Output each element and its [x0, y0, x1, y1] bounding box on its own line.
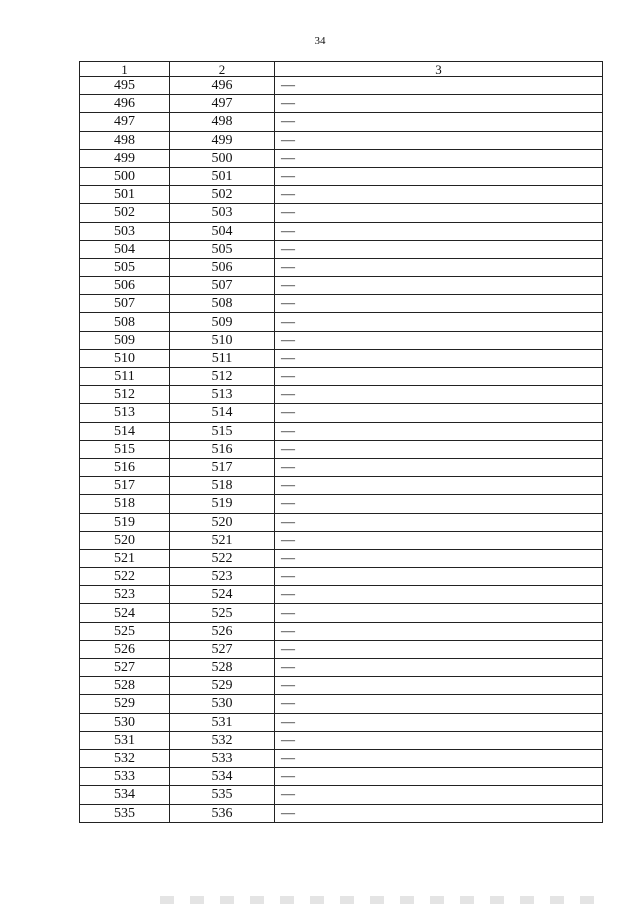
- table-row: [80, 386, 603, 404]
- table-cell-col-1: 520: [80, 531, 170, 549]
- table-row: [80, 586, 603, 604]
- table-row: [80, 677, 603, 695]
- table-cell-col-1: 503: [80, 222, 170, 240]
- table-row: [80, 713, 603, 731]
- table-row: [80, 458, 603, 476]
- table-cell-col-2: 535: [170, 786, 275, 804]
- table-cell-col-2: 532: [170, 731, 275, 749]
- table-cell-col-3: —: [275, 586, 603, 604]
- table-row: [80, 786, 603, 804]
- table-row: [80, 349, 603, 367]
- table-cell-col-2: 510: [170, 331, 275, 349]
- table-cell-col-1: 534: [80, 786, 170, 804]
- table-cell-col-3: —: [275, 204, 603, 222]
- table-cell-col-1: 499: [80, 149, 170, 167]
- table-cell-col-2: 519: [170, 495, 275, 513]
- table-cell-col-3: —: [275, 186, 603, 204]
- table-cell-col-3: —: [275, 640, 603, 658]
- table-row: [80, 240, 603, 258]
- table-cell-col-2: 524: [170, 586, 275, 604]
- table-cell-col-1: 523: [80, 586, 170, 604]
- table-row: [80, 749, 603, 767]
- table-cell-col-3: —: [275, 222, 603, 240]
- table-row: [80, 768, 603, 786]
- table-row: [80, 531, 603, 549]
- table-cell-col-3: —: [275, 495, 603, 513]
- table-cell-col-3: —: [275, 313, 603, 331]
- table-cell-col-3: —: [275, 240, 603, 258]
- table-cell-col-1: 511: [80, 368, 170, 386]
- table-cell-col-2: 512: [170, 368, 275, 386]
- table-cell-col-3: —: [275, 604, 603, 622]
- table-cell-col-1: 507: [80, 295, 170, 313]
- table-cell-col-1: 531: [80, 731, 170, 749]
- table-cell-col-2: 528: [170, 659, 275, 677]
- table-cell-col-1: 510: [80, 349, 170, 367]
- table-row: [80, 549, 603, 567]
- table-cell-col-1: 515: [80, 440, 170, 458]
- table-row: [80, 568, 603, 586]
- table-cell-col-3: —: [275, 549, 603, 567]
- table-cell-col-1: 516: [80, 458, 170, 476]
- table-cell-col-1: 527: [80, 659, 170, 677]
- table-cell-col-2: 500: [170, 149, 275, 167]
- table-cell-col-1: 533: [80, 768, 170, 786]
- table-cell-col-1: 528: [80, 677, 170, 695]
- table-row: [80, 477, 603, 495]
- table-row: [80, 149, 603, 167]
- table-cell-col-2: 502: [170, 186, 275, 204]
- table-cell-col-2: 516: [170, 440, 275, 458]
- table-cell-col-1: 521: [80, 549, 170, 567]
- table-cell-col-3: —: [275, 349, 603, 367]
- table-row: [80, 186, 603, 204]
- table-body: [80, 77, 603, 823]
- data-table: [79, 61, 603, 823]
- table-cell-col-3: —: [275, 131, 603, 149]
- table-cell-col-2: 506: [170, 258, 275, 276]
- column-header-3: 3: [275, 62, 603, 77]
- table-cell-col-1: 502: [80, 204, 170, 222]
- table-row: [80, 167, 603, 185]
- table-row: [80, 440, 603, 458]
- table-cell-col-1: 514: [80, 422, 170, 440]
- table-cell-col-1: 497: [80, 113, 170, 131]
- table-cell-col-1: 508: [80, 313, 170, 331]
- table-cell-col-3: —: [275, 458, 603, 476]
- table-row: [80, 422, 603, 440]
- table-cell-col-2: 515: [170, 422, 275, 440]
- table-cell-col-1: 501: [80, 186, 170, 204]
- table-cell-col-2: 529: [170, 677, 275, 695]
- table-cell-col-2: 498: [170, 113, 275, 131]
- footer-scan-artifact: [160, 896, 610, 904]
- table-cell-col-3: —: [275, 331, 603, 349]
- table-cell-col-3: —: [275, 713, 603, 731]
- table-cell-col-3: —: [275, 422, 603, 440]
- table-cell-col-3: —: [275, 386, 603, 404]
- page-number: 34: [314, 35, 326, 47]
- table-cell-col-2: 522: [170, 549, 275, 567]
- table-cell-col-1: 517: [80, 477, 170, 495]
- table-cell-col-3: —: [275, 786, 603, 804]
- table-cell-col-1: 504: [80, 240, 170, 258]
- table-cell-col-2: 497: [170, 95, 275, 113]
- table-cell-col-3: —: [275, 440, 603, 458]
- table-cell-col-3: —: [275, 295, 603, 313]
- table-cell-col-1: 524: [80, 604, 170, 622]
- table-cell-col-3: —: [275, 95, 603, 113]
- table-cell-col-2: 520: [170, 513, 275, 531]
- table-cell-col-2: 523: [170, 568, 275, 586]
- table-cell-col-1: 522: [80, 568, 170, 586]
- column-header-2: 2: [170, 62, 275, 77]
- table-cell-col-3: —: [275, 731, 603, 749]
- table-cell-col-2: 513: [170, 386, 275, 404]
- column-header-1: 1: [80, 62, 170, 77]
- table-cell-col-3: —: [275, 258, 603, 276]
- table-cell-col-2: 509: [170, 313, 275, 331]
- table-cell-col-3: —: [275, 368, 603, 386]
- table-cell-col-2: 533: [170, 749, 275, 767]
- table-cell-col-1: 495: [80, 77, 170, 95]
- table-cell-col-3: —: [275, 768, 603, 786]
- table-cell-col-3: —: [275, 804, 603, 822]
- table-cell-col-2: 496: [170, 77, 275, 95]
- table-cell-col-1: 525: [80, 622, 170, 640]
- table-cell-col-1: 532: [80, 749, 170, 767]
- table-row: [80, 277, 603, 295]
- table-cell-col-3: —: [275, 531, 603, 549]
- table-cell-col-3: —: [275, 695, 603, 713]
- table-row: [80, 368, 603, 386]
- table-cell-col-2: 507: [170, 277, 275, 295]
- table-cell-col-3: —: [275, 277, 603, 295]
- table-row: [80, 313, 603, 331]
- table-row: [80, 622, 603, 640]
- table-row: [80, 513, 603, 531]
- table-cell-col-1: 535: [80, 804, 170, 822]
- table-cell-col-1: 530: [80, 713, 170, 731]
- table-cell-col-2: 525: [170, 604, 275, 622]
- table-row: [80, 204, 603, 222]
- table-cell-col-3: —: [275, 568, 603, 586]
- table-cell-col-2: 499: [170, 131, 275, 149]
- table-cell-col-2: 508: [170, 295, 275, 313]
- table-cell-col-3: —: [275, 167, 603, 185]
- table-cell-col-2: 514: [170, 404, 275, 422]
- table-cell-col-3: —: [275, 77, 603, 95]
- table-row: [80, 331, 603, 349]
- table-row: [80, 113, 603, 131]
- table-cell-col-2: 501: [170, 167, 275, 185]
- table-row: [80, 804, 603, 822]
- table-cell-col-3: —: [275, 513, 603, 531]
- table-cell-col-2: 531: [170, 713, 275, 731]
- table-cell-col-3: —: [275, 749, 603, 767]
- table-cell-col-3: —: [275, 404, 603, 422]
- table-cell-col-1: 529: [80, 695, 170, 713]
- table-row: [80, 495, 603, 513]
- table-cell-col-1: 519: [80, 513, 170, 531]
- table-cell-col-1: 505: [80, 258, 170, 276]
- table-cell-col-1: 506: [80, 277, 170, 295]
- table-row: [80, 131, 603, 149]
- table-row: [80, 695, 603, 713]
- table-row: [80, 95, 603, 113]
- table-cell-col-3: —: [275, 113, 603, 131]
- table-row: [80, 404, 603, 422]
- table-cell-col-3: —: [275, 149, 603, 167]
- table-row: [80, 258, 603, 276]
- table-cell-col-2: 521: [170, 531, 275, 549]
- table-row: [80, 731, 603, 749]
- table-row: [80, 604, 603, 622]
- table-cell-col-2: 534: [170, 768, 275, 786]
- table-cell-col-1: 513: [80, 404, 170, 422]
- table-row: [80, 222, 603, 240]
- table-row: [80, 295, 603, 313]
- table-cell-col-1: 498: [80, 131, 170, 149]
- table-row: [80, 659, 603, 677]
- table-cell-col-1: 509: [80, 331, 170, 349]
- table-cell-col-3: —: [275, 477, 603, 495]
- table-header-row: [80, 62, 603, 77]
- table-cell-col-2: 517: [170, 458, 275, 476]
- table-cell-col-2: 527: [170, 640, 275, 658]
- table-cell-col-1: 500: [80, 167, 170, 185]
- table-cell-col-1: 512: [80, 386, 170, 404]
- table-row: [80, 640, 603, 658]
- table-cell-col-3: —: [275, 659, 603, 677]
- table-cell-col-1: 526: [80, 640, 170, 658]
- table-row: [80, 77, 603, 95]
- table-cell-col-2: 526: [170, 622, 275, 640]
- table-cell-col-3: —: [275, 677, 603, 695]
- table-cell-col-2: 505: [170, 240, 275, 258]
- table-cell-col-2: 536: [170, 804, 275, 822]
- table-cell-col-1: 496: [80, 95, 170, 113]
- table-cell-col-1: 518: [80, 495, 170, 513]
- table-cell-col-2: 511: [170, 349, 275, 367]
- table-cell-col-2: 504: [170, 222, 275, 240]
- table-cell-col-2: 518: [170, 477, 275, 495]
- table-cell-col-2: 530: [170, 695, 275, 713]
- table-cell-col-2: 503: [170, 204, 275, 222]
- table-cell-col-3: —: [275, 622, 603, 640]
